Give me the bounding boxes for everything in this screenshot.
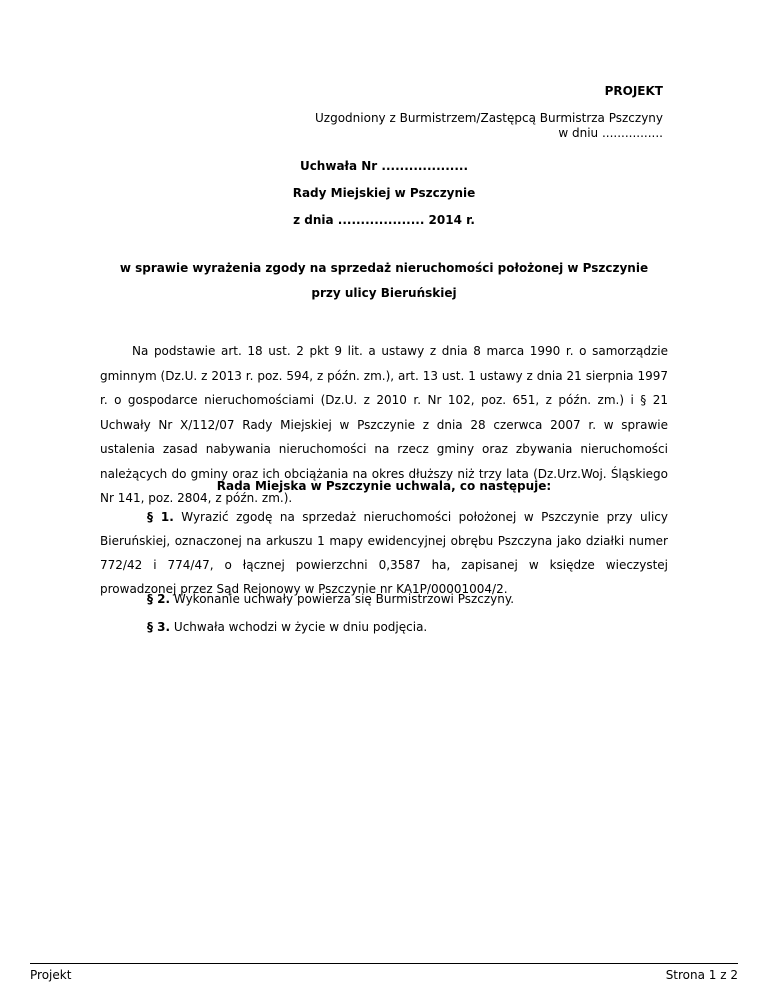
section-1 [100, 505, 668, 601]
section-2-number: § 2. [147, 592, 171, 606]
document-status-label: PROJEKT [604, 84, 663, 98]
approval-note [315, 111, 663, 141]
legal-basis-paragraph: Na podstawie art. 18 ust. 2 pkt 9 lit. a ustawy z dnia 8 marca 1990 r. o samorządzie gminnym (Dz.U. z 2013 r. poz. 594, z późn. zm.), art. 13 ust. 1 ustawy z dnia 21 sierpnia 1997 r. o gospodarce nieruchomościami (Dz.U. z 2010 r. Nr 102, poz. 651, z późn. zm.) i § 21 Uchwały Nr X/112/07 Rady Miejskiej w Pszczynie z dnia 28 czerwca 2007 r. w sprawie ustalenia zasad nabywania nieruchomości na rzecz gminy oraz zbywania nieruchomości należących do gminy oraz ich obciążania na okres dłuższy niż trzy lata (Dz.Urz.Woj. Śląskiego Nr 141, poz. 2804, z późn. zm.). [100, 344, 668, 505]
approval-note-line-1: Uzgodniony z Burmistrzem/Zastępcą Burmistrza Pszczyny [315, 111, 663, 125]
section-2 [147, 592, 668, 606]
page-number: Strona 1 z 2 [665, 968, 738, 982]
section-1-text: Wyrazić zgodę na sprzedaż nieruchomości położonej w Pszczynie przy ulicy Bieruńskiej, oznaczonej na arkuszu 1 mapy ewidencyjnej obrębu Pszczyna jako działki numer 772/42 i 774/47, o łącznej powierzchni 0,3587 ha, zapisanej w księdze wieczystej prowadzonej przez Sąd Rejonowy w Pszczynie nr KA1P/00001004/2. [100, 510, 668, 596]
resolution-number: Uchwała Nr ................... [299, 159, 469, 173]
section-3-text: Uchwała wchodzi w życie w dniu podjęcia. [173, 620, 428, 634]
section-3 [147, 620, 668, 634]
approval-note-line-2: w dniu ................ [558, 126, 663, 140]
section-2-text: Wykonanie uchwały powierza się Burmistrzowi Pszczyny. [173, 592, 515, 606]
council-name: Rady Miejskiej w Pszczynie [292, 186, 476, 200]
section-3-number: § 3. [147, 620, 171, 634]
footer-divider [30, 963, 738, 964]
resolution-subject-line-1: w sprawie wyrażenia zgody na sprzedaż nieruchomości położonej w Pszczynie [119, 261, 649, 275]
resolution-date: z dnia ................... 2014 r. [293, 213, 475, 227]
resolution-subject-line-2: przy ulicy Bieruńskiej [311, 286, 457, 300]
resolution-subject [100, 256, 668, 306]
footer-label: Projekt [30, 968, 72, 982]
resolves-heading: Rada Miejska w Pszczynie uchwala, co następuje: [216, 479, 552, 493]
section-1-number: § 1. [147, 510, 174, 524]
